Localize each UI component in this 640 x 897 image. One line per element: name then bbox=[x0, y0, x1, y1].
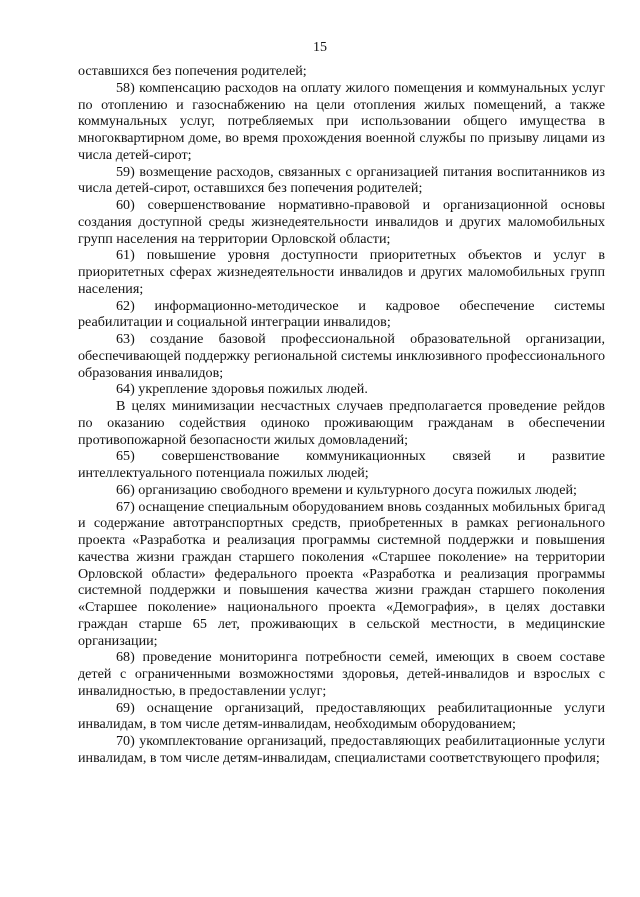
paragraph-continuation: оставшихся без попечения родителей; bbox=[78, 63, 307, 79]
paragraph-item-61: 61) повышение уровня доступности приоритетных объектов и услуг в приоритетных сферах жизнедеятельности инвалидов и других маломобильных групп населения; bbox=[78, 247, 605, 297]
page-number: 15 bbox=[313, 40, 327, 55]
paragraph-item-64: 64) укрепление здоровья пожилых людей. bbox=[116, 381, 368, 398]
paragraph-item-66: 66) организацию свободного времени и культурного досуга пожилых людей; bbox=[116, 481, 577, 498]
paragraph-item-69: 69) оснащение организаций, предоставляющих реабилитационные услуги инвалидам, в том числе детям-инвалидам, необходимым оборудованием; bbox=[78, 699, 605, 733]
paragraph-item-68: 68) проведение мониторинга потребности семей, имеющих в своем составе детей с ограниченными возможностями здоровья, детей-инвалидов и взрослых с инвалидностью, в предоставлении услуг; bbox=[78, 649, 605, 699]
paragraph-item-67: 67) оснащение специальным оборудованием вновь созданных мобильных бригад и содержание автотранспортных средств, приобретенных в рамках регионального проекта «Разработка и реализация программы системной поддержки и повышения качества жизни граждан старшего поколения «Старшее поколение» на территории Орловской области» федерального проекта «Разработка и реализация программы системной поддержки и повышения качества жизни граждан старшего поколения «Старшее поколение» национального проекта «Демография», в целях доставки граждан старше 65 лет, проживающих в сельской местности, в медицинские организации; bbox=[78, 498, 605, 649]
paragraph-safety-note: В целях минимизации несчастных случаев предполагается проведение рейдов по оказанию содействия одиноко проживающим гражданам в обеспечении противопожарной безопасности жилых домовладений; bbox=[78, 398, 605, 448]
paragraph-item-65: 65) совершенствование коммуникационных связей и развитие интеллектуального потенциала пожилых людей; bbox=[78, 448, 605, 481]
paragraph-item-58: 58) компенсацию расходов на оплату жилого помещения и коммунальных услуг по отоплению и газоснабжению на цели отопления жилых помещений, а также коммунальных услуг, потребляемых при использовании общего имущества в многоквартирном доме, во время прохождения военной службы по призыву лицами из числа детей-сирот; bbox=[78, 79, 605, 163]
document-body bbox=[78, 63, 605, 767]
paragraph-item-70: 70) укомплектование организаций, предоставляющих реабилитационные услуги инвалидам, в том числе детям-инвалидам, специалистами соответствующего профиля; bbox=[78, 733, 605, 766]
paragraph-item-63: 63) создание базовой профессиональной образовательной организации, обеспечивающей поддержку региональной системы инклюзивного профессионального образования инвалидов; bbox=[78, 331, 605, 381]
paragraph-item-62: 62) информационно-методическое и кадровое обеспечение системы реабилитации и социальной интеграции инвалидов; bbox=[78, 297, 605, 331]
paragraph-item-59: 59) возмещение расходов, связанных с организацией питания воспитанников из числа детей-сирот, оставшихся без попечения родителей; bbox=[78, 163, 605, 197]
paragraph-item-60: 60) совершенствование нормативно-правовой и организационной основы создания доступной среды жизнедеятельности инвалидов и других маломобильных групп населения на территории Орловской области; bbox=[78, 197, 605, 247]
